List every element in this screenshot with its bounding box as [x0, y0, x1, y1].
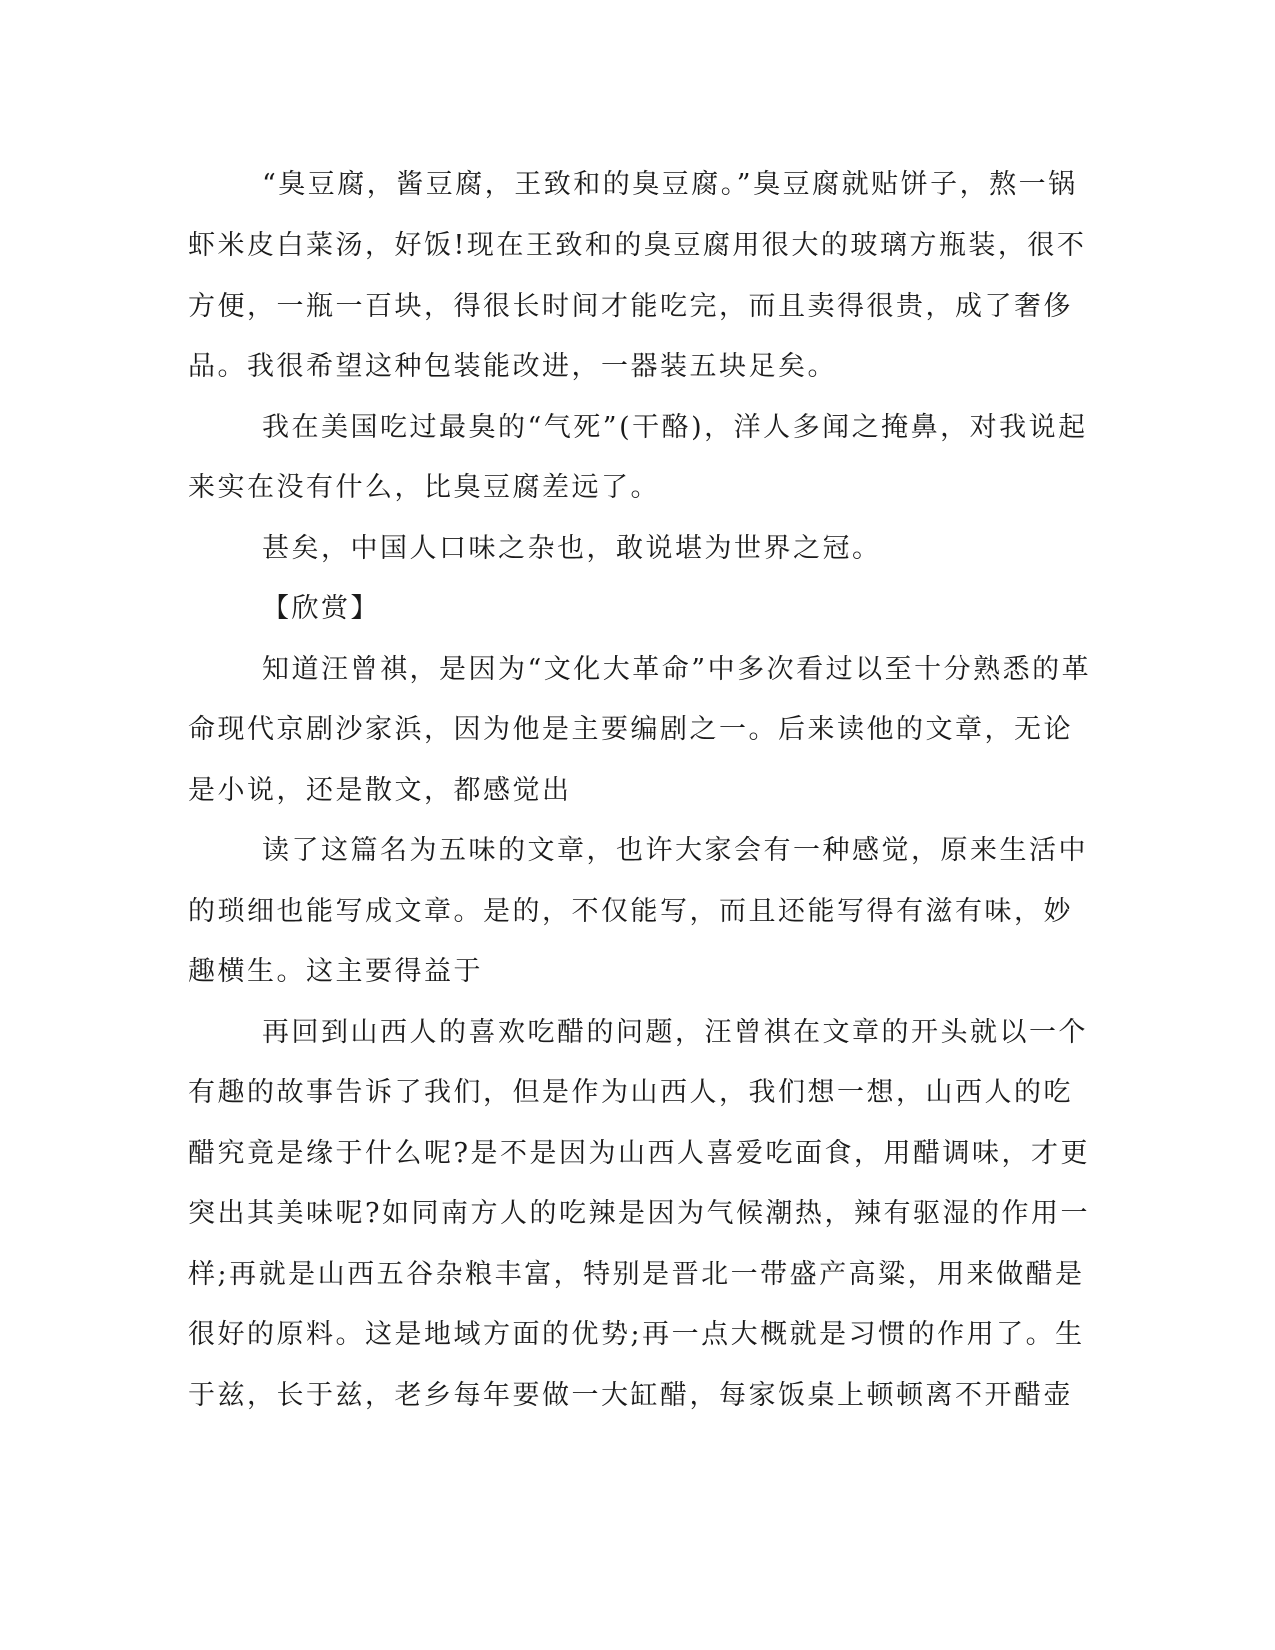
paragraph-3-line-1: 甚矣，中国人口味之杂也，敢说堪为世界之冠。 [262, 533, 882, 564]
paragraph-1-line-1: “臭豆腐，酱豆腐，王致和的臭豆腐。”臭豆腐就贴饼子，熬一锅 [262, 169, 1078, 200]
paragraph-6-line-2: 有趣的故事告诉了我们，但是作为山西人，我们想一想，山西人的吃 [188, 1077, 1073, 1108]
paragraph-6-line-6: 很好的原料。这是地域方面的优势;再一点大概就是习惯的作用了。生 [188, 1319, 1085, 1350]
paragraph-6-line-4: 突出其美味呢?如同南方人的吃辣是因为气候潮热，辣有驱湿的作用一 [188, 1198, 1090, 1229]
paragraph-2-line-1: 我在美国吃过最臭的“气死”(干酪)，洋人多闻之掩鼻，对我说起 [262, 412, 1088, 443]
paragraph-4-line-1: 知道汪曾祺，是因为“文化大革命”中多次看过以至十分熟悉的革 [262, 654, 1092, 685]
section-heading-appreciation: 【欣赏】 [262, 593, 380, 624]
paragraph-5-line-2: 的琐细也能写成文章。是的，不仅能写，而且还能写得有滋有味，妙 [188, 896, 1073, 927]
paragraph-6-line-7: 于兹，长于兹，老乡每年要做一大缸醋，每家饭桌上顿顿离不开醋壶 [188, 1380, 1073, 1411]
paragraph-6-line-5: 样;再就是山西五谷杂粮丰富，特别是晋北一带盛产高粱，用来做醋是 [188, 1259, 1085, 1290]
paragraph-6-line-1: 再回到山西人的喜欢吃醋的问题，汪曾祺在文章的开头就以一个 [262, 1017, 1088, 1048]
paragraph-1-line-4: 品。我很希望这种包装能改进，一器装五块足矣。 [188, 351, 837, 382]
paragraph-5-line-1: 读了这篇名为五味的文章，也许大家会有一种感觉，原来生活中 [262, 835, 1088, 866]
paragraph-4-line-2: 命现代京剧沙家浜，因为他是主要编剧之一。后来读他的文章，无论 [188, 714, 1073, 745]
paragraph-1-line-2: 虾米皮白菜汤，好饭!现在王致和的臭豆腐用很大的玻璃方瓶装，很不 [188, 230, 1087, 261]
paragraph-1-line-3: 方便，一瓶一百块，得很长时间才能吃完，而且卖得很贵，成了奢侈 [188, 291, 1073, 322]
paragraph-6-line-3: 醋究竟是缘于什么呢?是不是因为山西人喜爱吃面食，用醋调味，才更 [188, 1138, 1090, 1169]
paragraph-4-line-3: 是小说，还是散文，都感觉出 [188, 775, 572, 806]
paragraph-5-line-3: 趣横生。这主要得益于 [188, 956, 483, 987]
paragraph-2-line-2: 来实在没有什么，比臭豆腐差远了。 [188, 472, 660, 503]
